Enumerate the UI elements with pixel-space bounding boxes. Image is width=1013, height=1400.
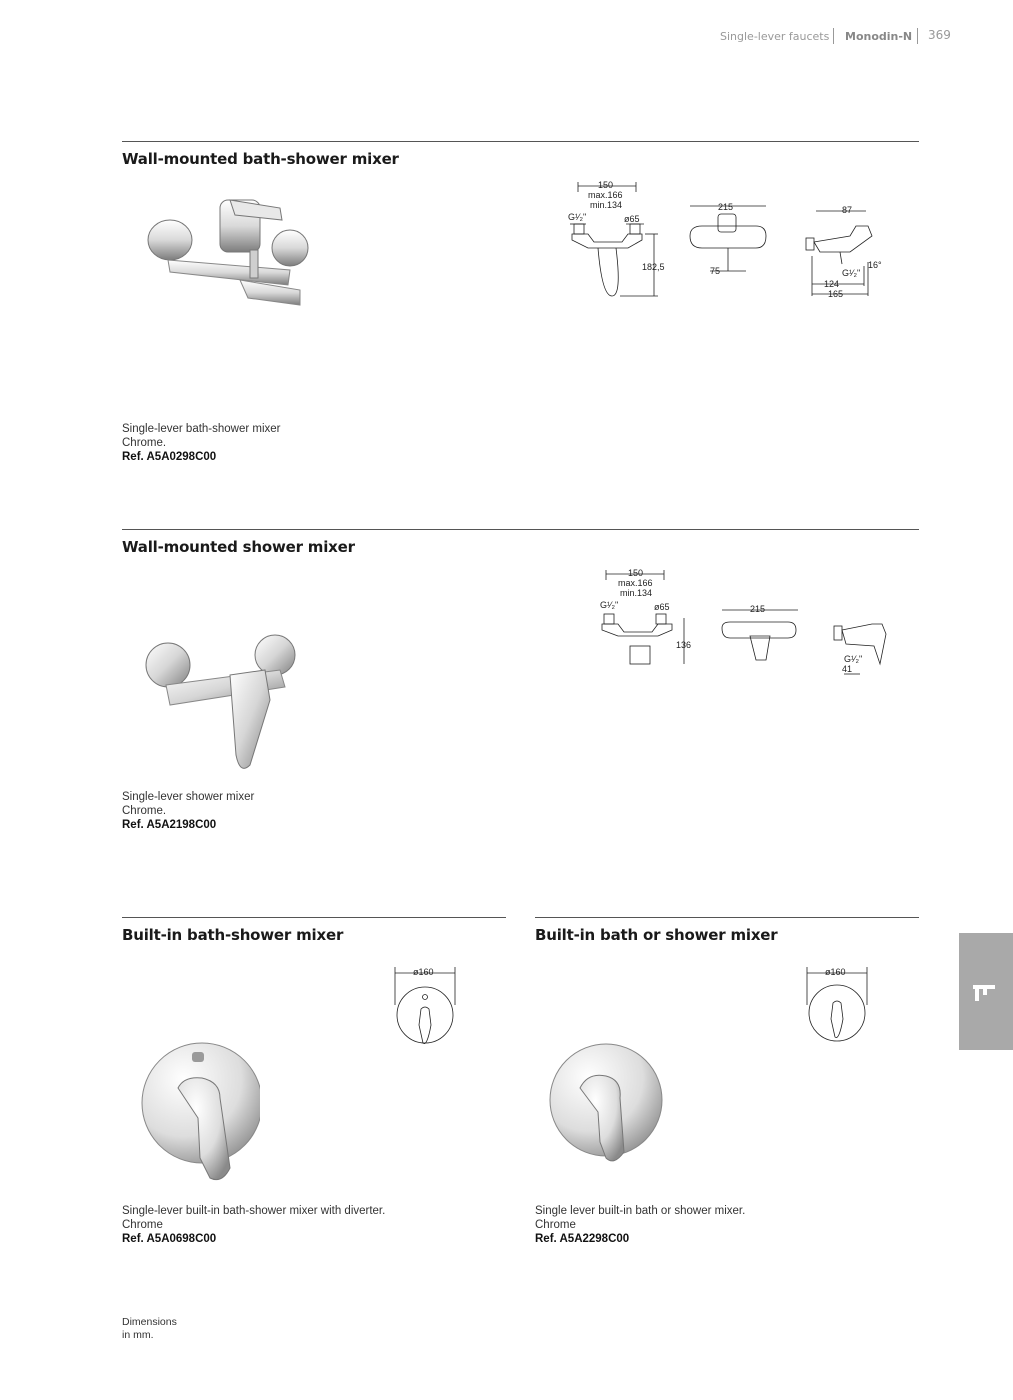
dim-thread-side: G¹⁄₂" [842,268,861,278]
product-name: Single-lever bath-shower mixer [122,423,281,435]
product-description [535,1204,745,1246]
section-rule [535,917,919,918]
bath-shower-mixer-drawing [550,176,900,306]
product-name: Single-lever shower mixer [122,791,255,803]
dimensions-note-line1: Dimensions [122,1316,177,1328]
dim-spout-center: 75 [710,266,721,276]
section-title: Wall-mounted shower mixer [122,538,355,556]
product-ref: Ref. A5A2298C00 [535,1233,630,1245]
dim-width: 150 [628,568,644,578]
dim-height: 136 [676,640,692,650]
section-title: Built-in bath or shower mixer [535,926,778,944]
dim-min: min.134 [620,588,653,598]
built-in-bath-shower-photo [140,1028,260,1188]
section-rule [122,917,506,918]
product-finish: Chrome [122,1219,163,1231]
product-ref: Ref. A5A0698C00 [122,1233,217,1245]
dim-diameter: ø160 [413,967,434,977]
dim-body-width: 215 [718,202,734,212]
header-category: Single-lever faucets [720,30,830,43]
section-title: Built-in bath-shower mixer [122,926,344,944]
dim-max: max.166 [588,190,623,200]
product-description [122,422,281,464]
dim-depth-1: 124 [824,279,840,289]
dim-diameter: ø65 [654,602,670,612]
faucet-icon [971,981,999,1003]
dim-thread: G¹⁄₂" [568,212,587,222]
header-series: Monodin-N [845,30,913,43]
product-finish: Chrome. [122,437,167,449]
dim-min: min.134 [590,200,623,210]
product-ref: Ref. A5A0298C00 [122,451,217,463]
section-rule [122,141,919,142]
dim-angle: 16° [868,260,882,270]
product-name: Single lever built-in bath or shower mixer. [535,1205,746,1217]
dim-thread-side: G¹⁄₂" [844,654,863,664]
section-rule [122,529,919,530]
dim-diameter: ø160 [825,967,846,977]
dim-lever: 87 [842,205,853,215]
product-description [122,1204,385,1246]
page-number: 369 [928,28,951,42]
dim-depth: 41 [842,664,853,674]
shower-mixer-photo [140,625,310,775]
dim-height: 182,5 [642,262,665,272]
dim-diameter: ø65 [624,214,640,224]
built-in-bath-or-shower-drawing [797,965,877,1050]
bath-shower-mixer-photo [140,190,310,320]
dimensions-note-line2: in mm. [122,1329,154,1341]
product-ref: Ref. A5A2198C00 [122,819,217,831]
dimensions-note [122,1316,177,1342]
built-in-bath-shower-drawing [385,965,465,1050]
side-tab[interactable] [959,933,1013,1050]
product-finish: Chrome. [122,805,167,817]
dim-width: 150 [598,180,614,190]
built-in-bath-or-shower-photo [548,1032,668,1172]
product-description [122,790,254,832]
dim-thread: G¹⁄₂" [600,600,619,610]
section-title: Wall-mounted bath-shower mixer [122,150,399,168]
shower-mixer-drawing [590,564,910,684]
product-finish: Chrome [535,1219,576,1231]
dim-max: max.166 [618,578,653,588]
dim-body-width: 215 [750,604,766,614]
header-divider [833,28,834,44]
dim-depth-2: 165 [828,289,844,299]
product-name: Single-lever built-in bath-shower mixer with diverter. [122,1205,386,1217]
header-divider [917,28,918,44]
